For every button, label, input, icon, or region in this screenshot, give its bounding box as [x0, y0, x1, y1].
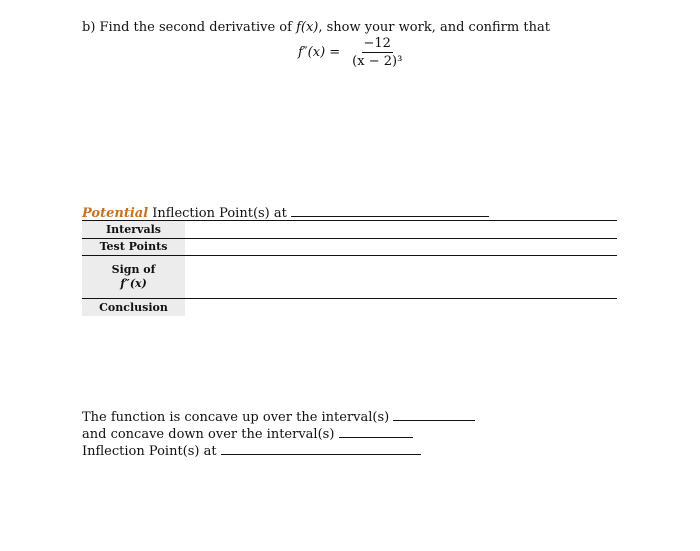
table-row-test-points — [82, 239, 185, 255]
potential-label: Potential — [82, 206, 149, 221]
potential-inflection-blank[interactable] — [291, 205, 489, 217]
concave-down-blank[interactable] — [339, 426, 413, 438]
concave-down-line — [82, 426, 475, 443]
prompt-text-after: , show your work, and confirm that — [318, 20, 550, 35]
row-label-function: f″(x) — [120, 277, 147, 290]
table-row-conclusion — [82, 299, 185, 316]
concave-up-blank[interactable] — [393, 409, 475, 421]
row-label: Intervals — [106, 222, 161, 236]
second-derivative-formula — [298, 36, 402, 69]
row-label: Conclusion — [99, 300, 168, 314]
concave-up-text: The function is concave up over the interval(s) — [82, 410, 394, 425]
concave-down-text: and concave down over the interval(s) — [82, 427, 339, 442]
prompt-text-before: b) Find the second derivative of — [82, 20, 297, 35]
table-row-sign — [82, 256, 185, 298]
formula-lhs: f″(x) = — [298, 45, 341, 60]
prompt-function: f(x) — [296, 20, 319, 35]
row-label: Sign of — [111, 263, 156, 276]
formula-denominator: (x − 2)³ — [352, 54, 403, 69]
potential-inflection-line — [82, 205, 489, 221]
inflection-summary-text: Inflection Point(s) at — [82, 444, 221, 459]
table-row-intervals — [82, 221, 185, 238]
row-label: Test Points — [99, 240, 168, 253]
inflection-summary-line — [82, 443, 475, 460]
inflection-summary-blank[interactable] — [221, 443, 421, 455]
concave-up-line — [82, 409, 475, 426]
formula-fraction — [352, 36, 402, 69]
inflection-label: Inflection Point(s) at — [148, 206, 291, 221]
question-prompt — [82, 20, 550, 36]
formula-numerator: −12 — [363, 36, 391, 51]
summary-block — [82, 409, 475, 460]
